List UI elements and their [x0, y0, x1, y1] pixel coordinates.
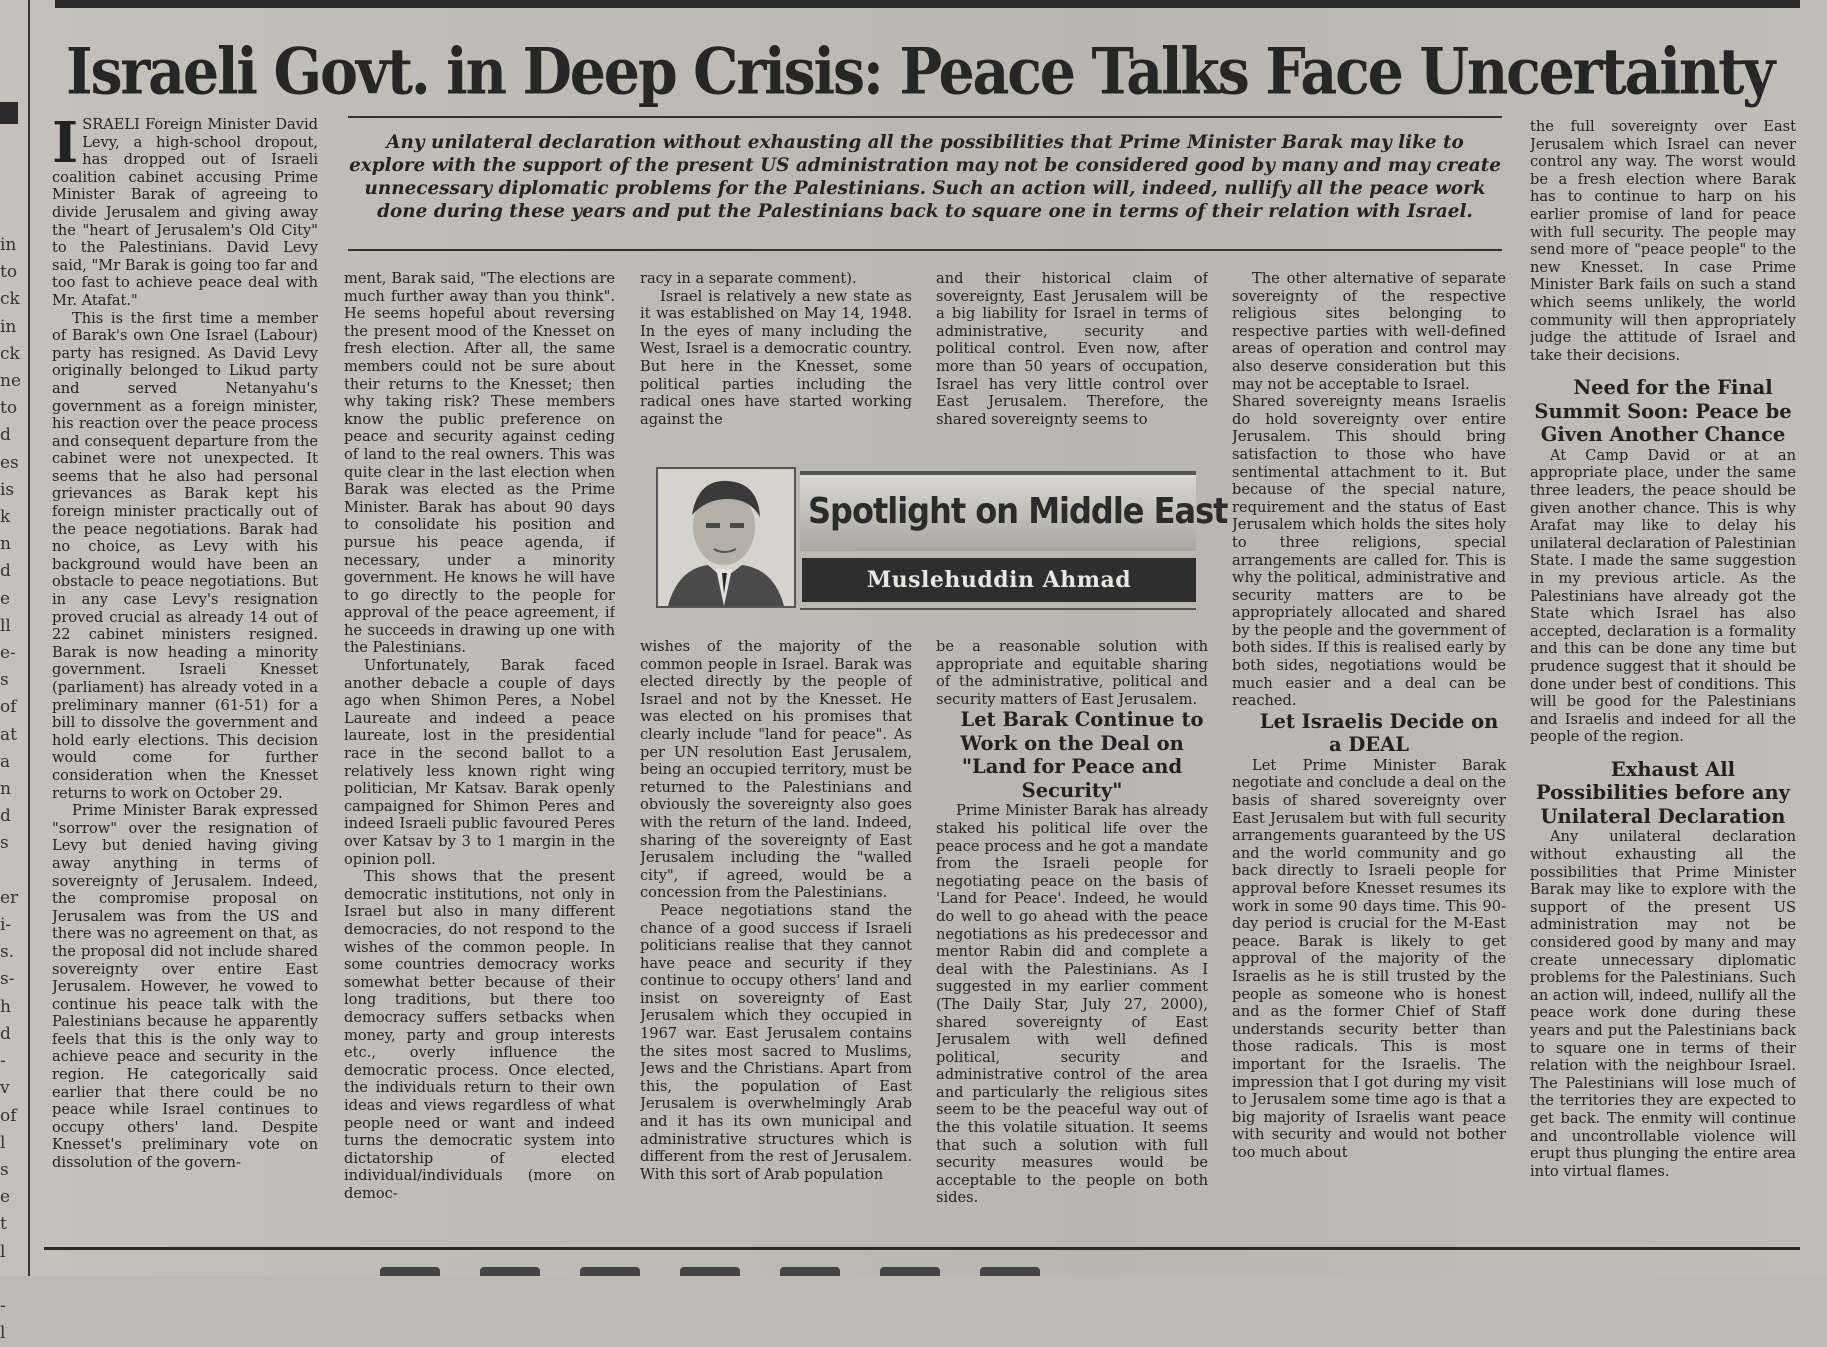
- spotlight-rule: [800, 608, 1196, 610]
- paragraph: Unfortunately, Barak faced another debacle a couple of days ago when Shimon Peres, a Nobel Laureate and indeed a peace laureate, lost in the presidential race in the second ballot to a relatively less known right wing politician, Mr Katsav. Barak openly campaigned for Shimon Peres and indeed Israeli public favoured Peres over Katsav by 3 to 1 margin in the opinion poll.: [344, 657, 615, 868]
- paragraph: Shared sovereignty means Israelis do hold sovereignty over entire Jerusalem. This should bring satisfaction to those who have sentimental attachment to it. But because of the special nature, requirement and the status of East Jerusalem which holds the sites holy to three religions, special arrangements are called for. This is why the political, administrative and security matters are to be appropriately allocated and shared by the people and the government of both sides. If this is realised early by both sides, negotiations would be much easier and a deal can be reached.: [1232, 393, 1506, 710]
- drop-cap: I: [52, 116, 79, 176]
- author-portrait-icon: [658, 469, 794, 606]
- spotlight-author: Muslehuddin Ahmad: [802, 558, 1196, 602]
- left-column-rule: [28, 0, 30, 1276]
- column-4-bottom: [936, 638, 1208, 1236]
- column-6: [1530, 118, 1796, 1243]
- paragraph: This shows that the present democratic institutions, not only in Israel but also in many different democracies, do not respond to the wishes of the common people. In some countries democracy works somewhat better because of their long traditions, but there too democracy suffers setbacks when money, party and group interests etc., overly influence the democratic process. Once elected, the individuals return to their own ideas and views regardless of what people need or want and indeed turns the democratic system into dictatorship of elected individual/individuals (more on democ-: [344, 868, 615, 1202]
- spotlight-title: Spotlight on Middle East: [808, 490, 1228, 532]
- adjacent-column-fragments: in to ck in ck ne to d es is k n d e ll e- s of at a n d s er i- s. s- h d - v of l s e t l - l: [0, 235, 22, 1344]
- subheading: Exhaust All Possibilities before any Unilateral Declaration: [1535, 757, 1790, 828]
- subheading: Need for the Final Summit Soon: Peace be Given Another Chance: [1534, 376, 1792, 447]
- column-3-top: [640, 270, 912, 440]
- headline: Israeli Govt. in Deep Crisis: Peace Talks Face Uncertainty: [66, 34, 1774, 110]
- paragraph: The other alternative of separate sovereignty of the respective religious sites belonging to respective parties with well-defined areas of operation and control may also deserve consideration but this may not be acceptable to Israel.: [1232, 270, 1506, 393]
- subheading: Let Israelis Decide on a DEAL: [1259, 709, 1499, 757]
- lead-text: SRAELI Foreign Minister David Levy, a high-school dropout, has dropped out of Israeli coalition cabinet accusing Prime Minister Barak of agreeing to divide Jerusalem and giving away the "heart of Jerusalem's Old City" to the Palestinians. David Levy said, "Mr Barak is going too far and too fast to achieve peace deal with Mr. Atafat.": [52, 116, 318, 309]
- paragraph: At Camp David or at an appropriate place, under the same three leaders, the peace should be given another chance. This is why Arafat may like to delay his unilateral declaration of Palestinian State. I made the same suggestion in my previous article. As the Palestinians have already got the State which Israel has also accepted, declaration is a formality and this can be done any time but prudence suggest that it should be done under best of conditions. This will be good for the Palestinians and Israelis and indeed for all the people of the region.: [1530, 446, 1796, 746]
- left-margin-mark: [0, 102, 18, 124]
- paragraph: the full sovereignty over East Jerusalem which Israel can never control any way. The worst would be a fresh election where Barak has to continue to harp on his earlier promise of land for peace with full security. The people may send more of "peace people" to the new Knesset. In case Prime Minister Bark fails on such a stand which seems unlikely, the world community will then appropriately judge the attitude of Israel and take their decisions.: [1530, 118, 1796, 364]
- top-border-bar: [55, 0, 1800, 8]
- column-5: [1232, 270, 1506, 1236]
- paragraph: This is the first time a member of Barak's own One Israel (Labour) party has resigned. As David Levy originally belonged to Likud party and served Netanyahu's government as a foreign minister, his reaction over the peace process and consequent departure from the cabinet were not unexpected. It seems that he also had personal grievances as Barak kept his foreign minister practically out of the peace negotiations. Barak had no choice, as Levy with his background would have been an obstacle to peace negotiations. But in any case Levy's resignation proved crucial as already 14 out of 22 cabinet ministers resigned. Barak is now heading a minority government. Israeli Knesset (parliament) has already voted in a preliminary manner (61-51) for a bill to dissolve the government and hold early elections. This decision would come for further consideration when the Knesset returns to work on October 29.: [52, 309, 318, 802]
- paragraph: be a reasonable solution with appropriate and equitable sharing of the administrative, political and security matters of East Jerusalem.: [936, 638, 1208, 708]
- paragraph: Let Prime Minister Barak negotiate and conclude a deal on the basis of shared sovereignty over East Jerusalem but with full security arrangements guaranteed by the US and the world community and go back directly to Israeli people for approval before Knesset resumes its work in some 90 days time. This 90-day period is crucial for the M-East peace. Barak is likely to get approval of the majority of the Israelis as he is still trusted by the people as someone who is honest and as the former Chief of Staff understands security better than those radicals. This is most important for the Israelis. The impression that I got during my visit to Jerusalem some time ago is that a big majority of Israelis want peace with security and would not bother too much about: [1232, 756, 1506, 1161]
- next-headline-fragment: [380, 1262, 1580, 1276]
- paragraph: and their historical claim of sovereignty, East Jerusalem will be a big liability for Israel in terms of administrative, security and political control. Even now, after more than 50 years of occupation, Israel has very little control over East Jerusalem. Therefore, the shared sovereignty seems to: [936, 270, 1208, 428]
- column-1: [52, 116, 318, 1236]
- pull-quote: Any unilateral declaration without exhausting all the possibilities that Prime Minister Barak may like to explore with the support of the present US administration may not be considered good by many and may create unnecessary diplomatic problems for the Palestinians. Such an action will, indeed, nullify all the peace work done during these years and put the Palestinians back to square one in terms of their relation with Israel.: [348, 116, 1502, 251]
- paragraph: ment, Barak said, "The elections are much further away than you think". He seems hopeful about reversing the present mood of the Knesset on fresh election. After all, the same members could not be sure about their returns to the Knesset; then why taking risk? These members know the public preference on peace and security against ceding of land to the real owners. This was quite clear in the last election when Barak was elected as the Prime Minister. Barak has about 90 days to consolidate his position and pursue his peace agenda, if necessary, under a minority government. He knows he will have to go directly to the people for approval of the peace agreement, if he succeeds in drawing up one with the Palestinians.: [344, 270, 615, 657]
- paragraph: racy in a separate comment).: [640, 270, 857, 287]
- column-4-top: [936, 270, 1208, 440]
- paragraph: Israel is relatively a new state as it was established on May 14, 1948. In the eyes of many including the West, Israel is a democratic country. But here in the Knesset, some political parties including the radical ones have started working against the: [640, 287, 912, 428]
- author-portrait-photo: [656, 467, 796, 608]
- column-2: [344, 270, 615, 1236]
- subheading: Let Barak Continue to Work on the Deal on "Land for Peace and Security": [960, 708, 1204, 802]
- paragraph: Prime Minister Barak has already staked his political life over the peace process and he got a mandate from the Israeli people for negotiating peace on the basis of 'Land for Peace'. Indeed, he would do well to go ahead with the peace negotiations as his predecessor and mentor Rabin did and complete a deal with the Palestinians. As I suggested in my earlier comment (The Daily Star, July 27, 2000), shared sovereignty of East Jerusalem with well defined political, security and administrative control of the area and particularly the religious sites seem to be the peaceful way out of the this volatile situation. It seems that such a solution with full security measures would be acceptable to the people on both sides.: [936, 802, 1208, 1207]
- paragraph: Peace negotiations stand the chance of a good success if Israeli politicians realise that they cannot have peace and security if they continue to occupy others' land and insist on sovereignty of East Jerusalem which they occupied in 1967 war. East Jerusalem contains the sites most sacred to Muslims, Jews and the Christians. Apart from this, the population of East Jerusalem is overwhelmingly Arab and it has its own municipal and administrative structures which is different from the rest of Jerusalem. With this sort of Arab population: [640, 901, 912, 1183]
- column-3-bottom: [640, 638, 912, 1236]
- lead-paragraph: [52, 116, 318, 310]
- paragraph: wishes of the majority of the common people in Israel. Barak was elected directly by the people of Israel and not by the Knesset. He was elected on his promises that clearly include "land for peace". As per UN resolution East Jerusalem, being an occupied territory, must be returned to the Palestinians and obviously the sovereignty also goes with the return of the land. Indeed, sharing of the sovereignty of East Jerusalem including the "walled city", if agreed, would be a concession from the Palestinians.: [640, 638, 912, 902]
- bottom-rule: [44, 1247, 1800, 1250]
- paragraph: Any unilateral declaration without exhausting all the possibilities that Prime Minister Barak may like to explore with the support of the present US administration may not be considered good by many and may create unnecessary diplomatic problems for the Palestinians. Such an action will, indeed, nullify all the peace work done during these years and put the Palestinians back to square one in terms of their relation with the neighbour Israel. The Palestinians will lose much of the territories they are expected to get back. The enmity will continue and uncontrollable violence will erupt thus plunging the entire area into virtual flames.: [1530, 828, 1796, 1180]
- paragraph: Prime Minister Barak expressed "sorrow" over the resignation of Levy but denied having giving away anything in terms of sovereignty of Jerusalem. Indeed, the compromise proposal on Jerusalem was from the US and there was no agreement on that, as the proposal did not include shared sovereignty over entire East Jerusalem. However, he vowed to continue his peace talk with the Palestinians because he apparently feels that this is the only way to achieve peace and security in the region. He categorically said earlier that there could be no peace while Israel continues to occupy others' land. Despite Knesset's preliminary vote on dissolution of the govern-: [52, 802, 318, 1172]
